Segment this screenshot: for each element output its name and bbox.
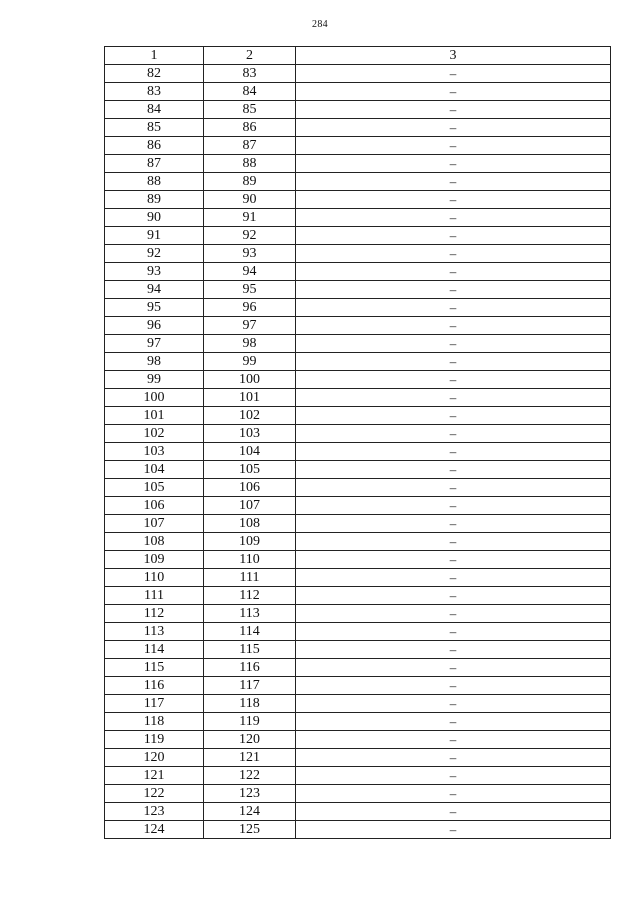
cell-col-2: 111: [204, 569, 296, 587]
cell-col-1: 84: [105, 101, 204, 119]
table-row: [105, 497, 611, 515]
cell-col-3: –: [296, 281, 611, 299]
cell-col-3: –: [296, 731, 611, 749]
cell-col-3: –: [296, 497, 611, 515]
cell-col-2: 115: [204, 641, 296, 659]
cell-col-1: 116: [105, 677, 204, 695]
cell-col-3: –: [296, 155, 611, 173]
cell-col-1: 117: [105, 695, 204, 713]
cell-col-1: 85: [105, 119, 204, 137]
table-row: [105, 65, 611, 83]
table-row: [105, 461, 611, 479]
cell-col-1: 114: [105, 641, 204, 659]
cell-col-3: –: [296, 587, 611, 605]
cell-col-3: –: [296, 461, 611, 479]
cell-col-2: 94: [204, 263, 296, 281]
cell-col-3: –: [296, 371, 611, 389]
cell-col-2: 110: [204, 551, 296, 569]
cell-col-3: –: [296, 641, 611, 659]
cell-col-1: 118: [105, 713, 204, 731]
cell-col-3: –: [296, 101, 611, 119]
cell-col-1: 90: [105, 209, 204, 227]
cell-col-1: 95: [105, 299, 204, 317]
cell-col-3: –: [296, 713, 611, 731]
cell-col-2: 87: [204, 137, 296, 155]
cell-col-2: 123: [204, 785, 296, 803]
table-row: [105, 551, 611, 569]
table-row: [105, 767, 611, 785]
cell-col-2: 106: [204, 479, 296, 497]
table-row: [105, 83, 611, 101]
table-row: [105, 209, 611, 227]
cell-col-1: 104: [105, 461, 204, 479]
cell-col-2: 89: [204, 173, 296, 191]
table-row: [105, 623, 611, 641]
cell-col-1: 91: [105, 227, 204, 245]
cell-col-1: 102: [105, 425, 204, 443]
cell-col-2: 113: [204, 605, 296, 623]
cell-col-3: –: [296, 605, 611, 623]
cell-col-2: 104: [204, 443, 296, 461]
cell-col-3: –: [296, 299, 611, 317]
cell-col-2: 119: [204, 713, 296, 731]
table-row: [105, 263, 611, 281]
cell-col-2: 90: [204, 191, 296, 209]
cell-col-1: 88: [105, 173, 204, 191]
cell-col-3: –: [296, 83, 611, 101]
cell-col-2: 97: [204, 317, 296, 335]
cell-col-3: –: [296, 173, 611, 191]
cell-col-2: 116: [204, 659, 296, 677]
data-table: [104, 46, 611, 839]
table-row: [105, 659, 611, 677]
cell-col-1: 83: [105, 83, 204, 101]
cell-col-3: –: [296, 353, 611, 371]
cell-col-2: 98: [204, 335, 296, 353]
table-row: [105, 569, 611, 587]
cell-col-2: 85: [204, 101, 296, 119]
table-row: [105, 137, 611, 155]
cell-col-1: 120: [105, 749, 204, 767]
cell-col-2: 86: [204, 119, 296, 137]
cell-col-2: 114: [204, 623, 296, 641]
table-row: [105, 371, 611, 389]
cell-col-1: 112: [105, 605, 204, 623]
cell-col-2: 124: [204, 803, 296, 821]
cell-col-3: –: [296, 407, 611, 425]
cell-col-1: 108: [105, 533, 204, 551]
cell-col-1: 109: [105, 551, 204, 569]
cell-col-3: –: [296, 425, 611, 443]
cell-col-2: 88: [204, 155, 296, 173]
cell-col-1: 99: [105, 371, 204, 389]
cell-col-3: –: [296, 569, 611, 587]
cell-col-1: 100: [105, 389, 204, 407]
cell-col-1: 92: [105, 245, 204, 263]
cell-col-1: 106: [105, 497, 204, 515]
cell-col-3: –: [296, 785, 611, 803]
cell-col-2: 93: [204, 245, 296, 263]
column-header-3: 3: [296, 47, 611, 65]
table-row: [105, 227, 611, 245]
cell-col-2: 108: [204, 515, 296, 533]
cell-col-2: 100: [204, 371, 296, 389]
cell-col-3: –: [296, 695, 611, 713]
cell-col-1: 123: [105, 803, 204, 821]
cell-col-3: –: [296, 335, 611, 353]
cell-col-3: –: [296, 443, 611, 461]
cell-col-3: –: [296, 245, 611, 263]
table-body: [105, 65, 611, 839]
table-row: [105, 299, 611, 317]
cell-col-2: 120: [204, 731, 296, 749]
table-row: [105, 479, 611, 497]
table-row: [105, 713, 611, 731]
cell-col-2: 112: [204, 587, 296, 605]
cell-col-1: 107: [105, 515, 204, 533]
cell-col-3: –: [296, 317, 611, 335]
cell-col-1: 94: [105, 281, 204, 299]
table-row: [105, 515, 611, 533]
cell-col-1: 103: [105, 443, 204, 461]
cell-col-1: 86: [105, 137, 204, 155]
cell-col-3: –: [296, 767, 611, 785]
cell-col-3: –: [296, 119, 611, 137]
cell-col-1: 98: [105, 353, 204, 371]
cell-col-1: 101: [105, 407, 204, 425]
cell-col-2: 105: [204, 461, 296, 479]
cell-col-2: 91: [204, 209, 296, 227]
cell-col-1: 115: [105, 659, 204, 677]
cell-col-3: –: [296, 137, 611, 155]
cell-col-1: 121: [105, 767, 204, 785]
table-row: [105, 587, 611, 605]
cell-col-1: 97: [105, 335, 204, 353]
cell-col-3: –: [296, 209, 611, 227]
cell-col-1: 105: [105, 479, 204, 497]
table-row: [105, 335, 611, 353]
cell-col-2: 117: [204, 677, 296, 695]
cell-col-3: –: [296, 191, 611, 209]
column-header-1: 1: [105, 47, 204, 65]
cell-col-3: –: [296, 803, 611, 821]
cell-col-2: 84: [204, 83, 296, 101]
cell-col-3: –: [296, 479, 611, 497]
cell-col-2: 101: [204, 389, 296, 407]
cell-col-1: 111: [105, 587, 204, 605]
cell-col-3: –: [296, 533, 611, 551]
table-row: [105, 443, 611, 461]
cell-col-3: –: [296, 659, 611, 677]
cell-col-2: 99: [204, 353, 296, 371]
page-number: 284: [312, 19, 328, 30]
cell-col-1: 89: [105, 191, 204, 209]
cell-col-3: –: [296, 821, 611, 839]
table-row: [105, 749, 611, 767]
table-row: [105, 317, 611, 335]
cell-col-3: –: [296, 263, 611, 281]
table-row: [105, 155, 611, 173]
table-row: [105, 641, 611, 659]
cell-col-2: 125: [204, 821, 296, 839]
table-row: [105, 281, 611, 299]
cell-col-3: –: [296, 65, 611, 83]
cell-col-1: 96: [105, 317, 204, 335]
table-row: [105, 785, 611, 803]
table-row: [105, 101, 611, 119]
table-row: [105, 245, 611, 263]
cell-col-1: 122: [105, 785, 204, 803]
cell-col-3: –: [296, 227, 611, 245]
table-row: [105, 191, 611, 209]
cell-col-2: 109: [204, 533, 296, 551]
cell-col-1: 113: [105, 623, 204, 641]
cell-col-2: 96: [204, 299, 296, 317]
table-row: [105, 803, 611, 821]
cell-col-2: 102: [204, 407, 296, 425]
cell-col-1: 87: [105, 155, 204, 173]
cell-col-2: 103: [204, 425, 296, 443]
cell-col-2: 107: [204, 497, 296, 515]
table-row: [105, 173, 611, 191]
cell-col-1: 119: [105, 731, 204, 749]
table-row: [105, 353, 611, 371]
cell-col-2: 92: [204, 227, 296, 245]
cell-col-2: 122: [204, 767, 296, 785]
table-row: [105, 695, 611, 713]
cell-col-3: –: [296, 623, 611, 641]
table-row: [105, 605, 611, 623]
table-row: [105, 425, 611, 443]
cell-col-2: 121: [204, 749, 296, 767]
table-header: [105, 47, 611, 65]
cell-col-1: 124: [105, 821, 204, 839]
table-row: [105, 533, 611, 551]
table-row: [105, 731, 611, 749]
cell-col-2: 118: [204, 695, 296, 713]
cell-col-1: 93: [105, 263, 204, 281]
table-row: [105, 119, 611, 137]
header-row: [105, 47, 611, 65]
cell-col-2: 95: [204, 281, 296, 299]
cell-col-3: –: [296, 677, 611, 695]
cell-col-2: 83: [204, 65, 296, 83]
cell-col-3: –: [296, 389, 611, 407]
table-row: [105, 407, 611, 425]
cell-col-1: 110: [105, 569, 204, 587]
table-row: [105, 821, 611, 839]
table-row: [105, 389, 611, 407]
cell-col-1: 82: [105, 65, 204, 83]
cell-col-3: –: [296, 551, 611, 569]
table-row: [105, 677, 611, 695]
column-header-2: 2: [204, 47, 296, 65]
cell-col-3: –: [296, 515, 611, 533]
cell-col-3: –: [296, 749, 611, 767]
